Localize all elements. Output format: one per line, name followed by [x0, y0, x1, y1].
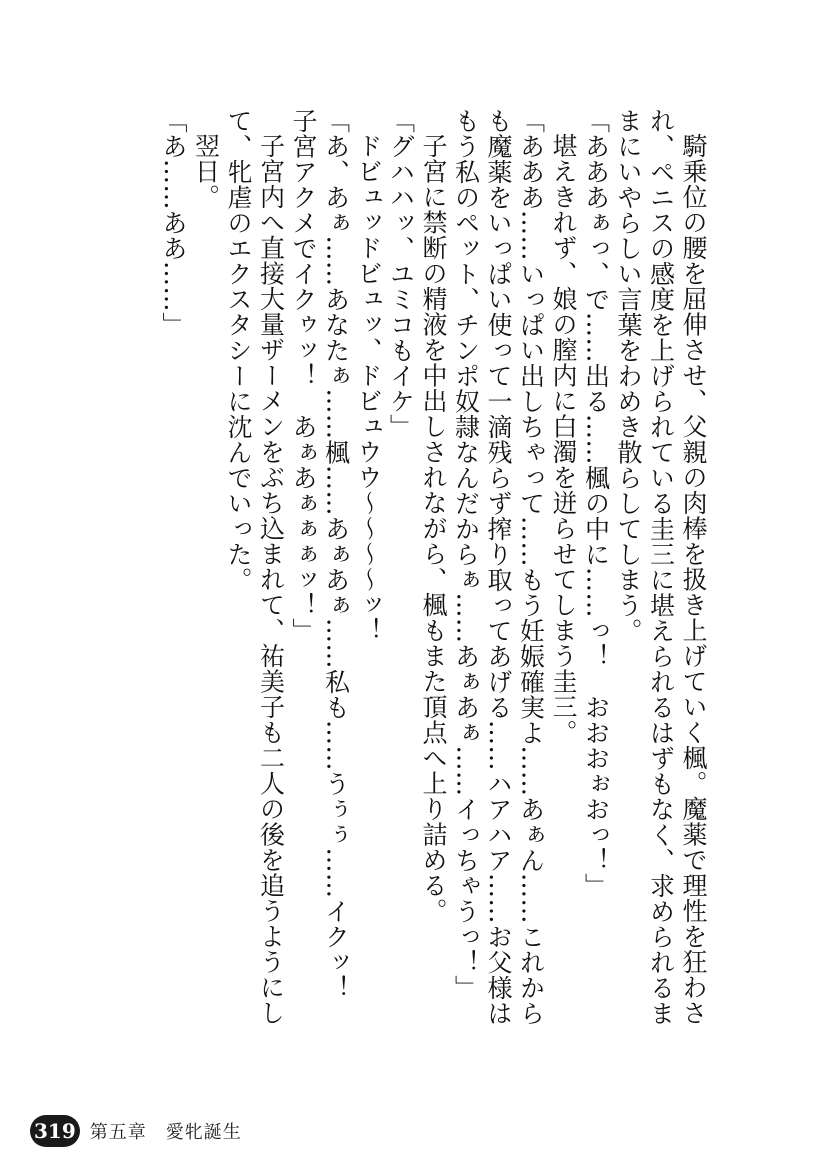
paragraph-7: ドビュッドビュッ、ドビュウウ〜〜〜〜ッ！ — [354, 133, 383, 643]
vertical-text-body — [157, 108, 710, 1048]
running-head — [90, 1118, 242, 1144]
paragraph-11: 「あ……ああ……」 — [159, 108, 188, 338]
chapter-label: 第五章 — [89, 1122, 147, 1143]
paragraph-1: 騎乗位の腰を屈伸させ、父親の肉棒を扱き上げていく楓。魔薬で理性を狂わされ、ペニスの感度を上げられている圭三に堪えられるはずもなく、求められるままにいやらしい言葉をわめき散らしてしまう。 — [614, 108, 708, 1026]
page-number-badge: 319 — [30, 1115, 80, 1147]
paragraph-6: 「グハハッ、ユミコもイケ」 — [386, 108, 416, 440]
paragraph-8: 「あ、あぁ……あなたぁ……楓……あぁあぁ……私も……うぅぅ……イクッ！ 子宮アクメでイクゥッ！ あぁあぁぁぁッ！」 — [289, 108, 351, 1026]
chapter-title: 愛牝誕生 — [165, 1122, 242, 1143]
page-footer — [30, 1114, 242, 1148]
paragraph-5: 子宮に禁断の精液を中出しされながら、楓もまた頂点へ上り詰める。 — [419, 133, 448, 924]
paragraph-4: 「あああ……いっぱい出しちゃって……もう妊娠確実よ……あぁん……これからも魔薬をいっぱい使って一滴残らず搾り取ってあげる……ハアハア……お父様はもう私のペット、チンポ奴隷なんだからぁ……あぁあぁ……イっちゃうっ！」 — [451, 108, 546, 1026]
paragraph-3: 堪えきれず、娘の膣内に白濁を迸らせてしまう圭三。 — [549, 133, 578, 745]
paragraph-2: 「あああぁっ、で……出る……楓の中に……っ！ おおおぉおっ！」 — [581, 108, 611, 899]
paragraph-10: 翌日。 — [191, 133, 221, 210]
paragraph-9: 子宮内へ直接大量ザーメンをぶち込まれて、祐美子も二人の後を追うようにして、牝虐のエクスタシーに沈んでいった。 — [224, 108, 286, 1026]
